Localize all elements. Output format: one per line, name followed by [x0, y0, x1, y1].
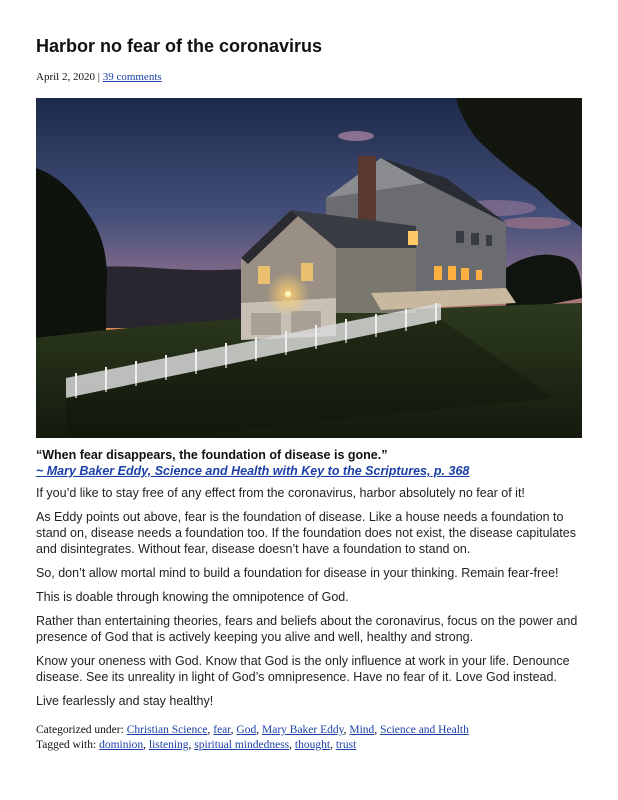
category-link[interactable]: Mind: [349, 724, 375, 736]
tag-link[interactable]: trust: [335, 739, 357, 751]
tags-line: Tagged with: dominion, listening, spiritual mindedness, thought, trust: [36, 739, 357, 751]
category-link[interactable]: Christian Science: [126, 724, 208, 736]
featured-quote: [36, 447, 582, 479]
categories-label: Categorized under:: [36, 724, 124, 736]
house-at-sunset-photo: [36, 98, 582, 438]
paragraph: As Eddy points out above, fear is the foundation of disease. Like a house needs a foundation to stand on, disease needs a foundation too. If the foundation does not exist, the disease capitulates and disintegrates. Without fear, disease doesn’t have a foundation to stand on.: [36, 510, 576, 556]
category-link[interactable]: Mary Baker Eddy: [261, 724, 344, 736]
tag-link[interactable]: listening: [148, 739, 189, 751]
quote-text: “When fear disappears, the foundation of disease is gone.”: [36, 448, 388, 462]
paragraph: Rather than entertaining theories, fears and beliefs about the coronavirus, focus on the power and presence of God that is actively keeping you alive and well, healthy and strong.: [36, 614, 578, 644]
paragraph: Live fearlessly and stay healthy!: [36, 694, 214, 708]
tags-label: Tagged with:: [36, 739, 97, 751]
category-link[interactable]: God: [236, 724, 257, 736]
category-link[interactable]: fear: [213, 724, 231, 736]
paragraph: If you’d like to stay free of any effect from the coronavirus, harbor absolutely no fear of it!: [36, 486, 525, 500]
paragraph: Know your oneness with God. Know that God is the only influence at work in your life. Denounce disease. See its unreality in light of God’s omnipresence. Have no fear of it. Love God instead.: [36, 654, 570, 684]
tag-link[interactable]: dominion: [99, 739, 144, 751]
post-title: Harbor no fear of the coronavirus: [36, 36, 323, 56]
quote-source-link[interactable]: ~ Mary Baker Eddy, Science and Health with Key to the Scriptures, p. 368: [36, 464, 470, 478]
post-taxonomy: [36, 723, 584, 753]
meta-separator: |: [97, 71, 100, 83]
post-meta: [36, 71, 162, 83]
category-link[interactable]: Science and Health: [380, 724, 469, 736]
tag-link[interactable]: thought: [294, 739, 331, 751]
post-body: [36, 485, 584, 717]
paragraph: So, don’t allow mortal mind to build a foundation for disease in your thinking. Remain fear-free!: [36, 566, 559, 580]
post-date: April 2, 2020: [36, 71, 95, 83]
tag-link[interactable]: spiritual mindedness: [194, 739, 290, 751]
paragraph: This is doable through knowing the omnipotence of God.: [36, 590, 349, 604]
comments-link[interactable]: 39 comments: [102, 71, 162, 83]
categories-line: Categorized under: Christian Science, fear, God, Mary Baker Eddy, Mind, Science and Health: [36, 724, 469, 736]
